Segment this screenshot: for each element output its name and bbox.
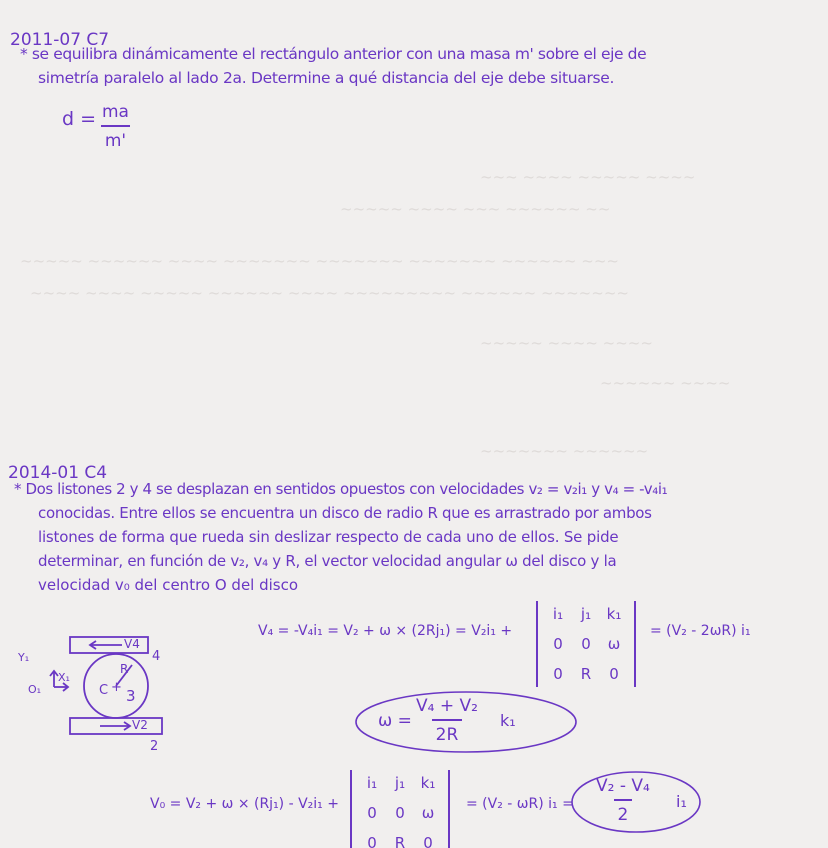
eq1-matrix-cell: i₁: [552, 605, 564, 623]
eq1-matrix-cell: 0: [553, 665, 563, 683]
eq1-matrix-cell: R: [580, 665, 592, 683]
axis-y-label: Y₁: [18, 651, 30, 664]
bottom-bar-number: 2: [150, 739, 159, 754]
v0-numerator: V₂ - V₄: [596, 776, 650, 796]
eq2-matrix-cell: k₁: [420, 774, 436, 792]
center-label: C: [99, 683, 109, 698]
omega-label: ω =: [378, 711, 412, 731]
eq2-matrix-cell: 0: [423, 834, 433, 848]
eq2-matrix-cell: 0: [367, 834, 377, 848]
omega-unit-vector: k₁: [500, 711, 516, 730]
eq2-matrix-cell: R: [394, 834, 406, 848]
distance-numerator: ma: [102, 102, 129, 122]
top-bar-velocity: V4: [124, 637, 140, 651]
problem1-statement-line1: * se equilibra dinámicamente el rectángulo anterior con una masa m' sobre el eje de: [20, 45, 647, 63]
eq2-matrix-cell: 0: [395, 804, 405, 822]
eq1-matrix-cell: 0: [609, 665, 619, 683]
problem2-statement-line5: velocidad v₀ del centro O del disco: [38, 576, 299, 594]
distance-denominator: m': [101, 125, 130, 151]
distance-label: d =: [62, 108, 97, 130]
eq2-matrix-cell: ω: [421, 804, 435, 822]
eq1-matrix-cell: k₁: [606, 605, 622, 623]
eq1-rhs: = (V₂ - 2ωR) i₁: [650, 623, 751, 639]
radius-label: R: [120, 662, 129, 676]
eq1-matrix-cell: 0: [581, 635, 591, 653]
v0-unit-vector: i₁: [676, 792, 687, 811]
omega-denominator: 2R: [432, 719, 463, 745]
eq1-lhs: V₄ = -V₄i₁ = V₂ + ω × (2Rj₁) = V₂i₁ +: [258, 623, 513, 639]
v0-denominator: 2: [614, 799, 633, 825]
problem2-code: 2014-01 C4: [8, 463, 108, 483]
bottom-bar-velocity: V2: [132, 718, 148, 732]
eq2-middle: = (V₂ - ωR) i₁ =: [466, 796, 574, 812]
eq2-matrix-cell: i₁: [366, 774, 378, 792]
disc-center-mark: +: [111, 680, 122, 695]
eq1-matrix-cell: 0: [553, 635, 563, 653]
v0-fraction: [592, 776, 654, 825]
origin-label: O₁: [28, 683, 42, 696]
top-bar-number: 4: [152, 649, 161, 664]
problem2-statement-line3: listones de forma que rueda sin deslizar respecto de cada uno de ellos. Se pide: [38, 528, 619, 546]
disc-number: 3: [126, 687, 136, 705]
problem1-statement-line2: simetría paralelo al lado 2a. Determine a qué distancia del eje debe situarse.: [38, 69, 615, 87]
axis-x-label: X₁: [58, 671, 70, 684]
problem2-statement-line4: determinar, en función de v₂, v₄ y R, el vector velocidad angular ω del disco y la: [38, 552, 617, 570]
eq2-matrix-cell: j₁: [394, 774, 406, 792]
problem1-code: 2011-07 C7: [10, 30, 110, 50]
eq1-matrix-cell: ω: [607, 635, 621, 653]
problem2-statement-line1: * Dos listones 2 y 4 se desplazan en sentidos opuestos con velocidades v₂ = v₂i₁ y v₄ = -v₄i₁: [14, 480, 668, 498]
eq1-matrix-cell: j₁: [580, 605, 592, 623]
notebook-page: ~~~ ~~~~ ~~~~~ ~~~~ ~~~~~ ~~~~ ~~~ ~~~~~~ ~~ ~~~~~ ~~~~~~ ~~~~ ~~~~~~~ ~~~~~~~ ~~~~~~~ ~~~~~~ ~~~ ~~~~ ~~~~ ~~~~~ ~~~~~~ ~~~~ ~~~~~~~~~ ~~~~~~ ~~~~~~~ ~~~~~ ~~~~ ~~~~ ~~~~~~ ~~~~ ~~~~~~~ ~~~~~~ 2011-07 C7 * se equilibra dinámicamente el rectángulo anterior con una masa m' sobre el eje de simetría paralelo al lado 2a. Determine a qué distancia del eje debe situarse. d = $\frac{ma}{m'}$ 2014-01 C4 * Dos listones 2 y 4 se desplazan en sentidos opuestos con velocidades v₂ = v₂i₁ y v₄ = -v₄i₁ conocidas. Entre ellos se encuentra un disco de radio R que es arrastrado por ambos listones de forma que rueda sin deslizar respecto de cada uno de ellos. Se pide determinar, en función de v₂, v₄ y R, el vector velocidad angular ω del disco y la velocidad v₀ del centro O del disco + V4 4 V2 2 3 R C Y₁ X₁ O₁ V₄ = -V₄i₁ = V₂ + ω × (2Rj₁) = V₂i₁ + i₁ j₁ k₁ 0 0 ω 0 R 0 = (V₂ - 2ωR) i₁ ω = $\frac{\text{V₄ + V₂}}{2R}$ k₁ V₀ = V₂ + ω × (Rj₁) - V₂i₁ + i₁ j₁ k₁ 0 0 ω 0 R 0 = (V₂ - ωR) i₁ = $\frac{\text{V₂ - V₄}}{2}$ i₁: [0, 0, 828, 848]
problem2-statement-line2: conocidas. Entre ellos se encuentra un disco de radio R que es arrastrado por ambos: [38, 504, 652, 522]
eq2-matrix-cell: 0: [367, 804, 377, 822]
omega-numerator: V₄ + V₂: [416, 696, 478, 716]
eq2-lhs: V₀ = V₂ + ω × (Rj₁) - V₂i₁ +: [150, 796, 339, 812]
